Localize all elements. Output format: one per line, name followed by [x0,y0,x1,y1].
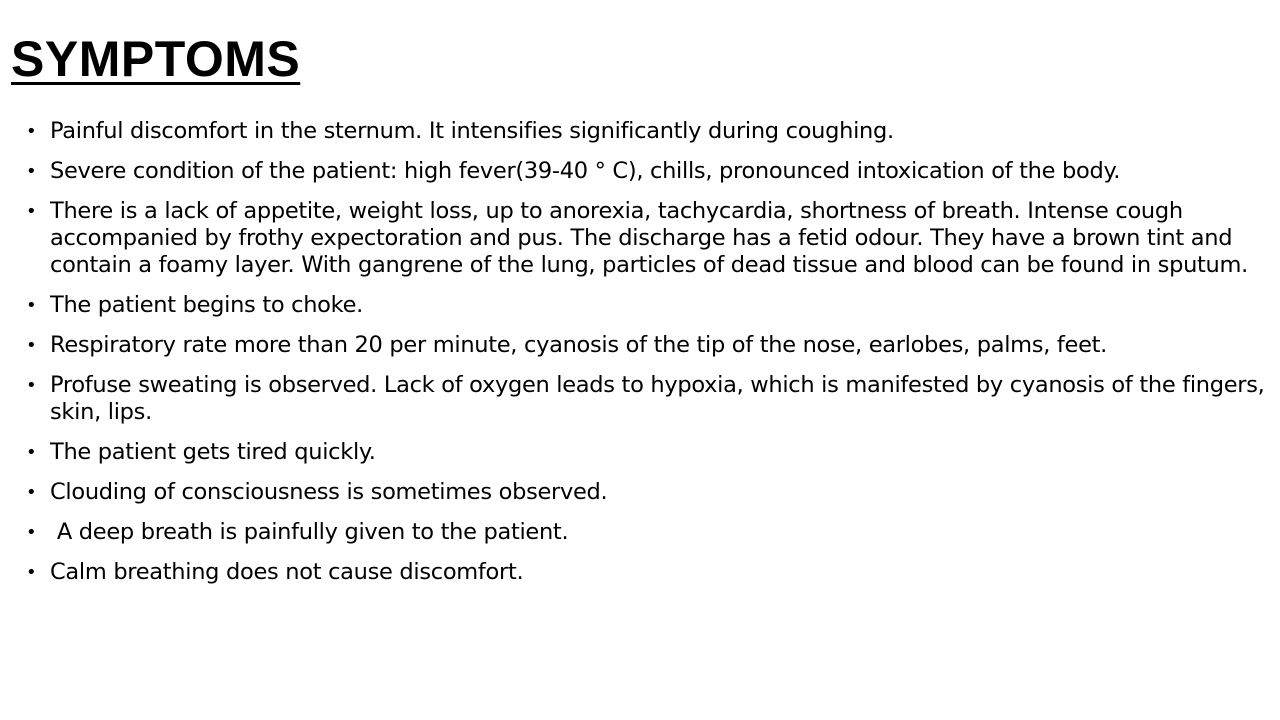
list-item [26,519,1270,546]
list-item-text: Profuse sweating is observed. Lack of oxygen leads to hypoxia, which is manifested by cyanosis of the fingers, skin, lips. [50,372,1265,425]
bullet-icon: • [26,522,37,543]
bullet-icon: • [26,335,37,356]
list-item [26,559,1270,586]
bullet-icon: • [26,562,37,583]
list-item [26,118,1270,145]
bullet-icon: • [26,482,37,503]
list-item-text: Clouding of consciousness is sometimes observed. [50,479,608,505]
list-item [26,198,1270,279]
bullet-icon: • [26,201,37,222]
list-item-text: A deep breath is painfully given to the patient. [50,519,569,545]
list-item-text: Painful discomfort in the sternum. It intensifies significantly during coughing. [50,118,894,144]
bullet-icon: • [26,161,37,182]
list-item-text: Calm breathing does not cause discomfort. [50,559,524,585]
list-item-text: The patient begins to choke. [50,292,363,318]
list-item [26,479,1270,506]
bullet-icon: • [26,121,37,142]
list-item-text: There is a lack of appetite, weight loss, up to anorexia, tachycardia, shortness of breath. Intense cough accompanied by frothy expectoration and pus. The discharge has a fetid odour. They have a brown tint and contain a foamy layer. With gangrene of the lung, particles of dead tissue and blood can be found in sputum. [50,198,1248,278]
list-item-text: The patient gets tired quickly. [50,439,376,465]
list-item-text: Respiratory rate more than 20 per minute, cyanosis of the tip of the nose, earlobes, palms, feet. [50,332,1107,358]
bullet-icon: • [26,295,37,316]
list-item-text: Severe condition of the patient: high fever(39-40 ° C), chills, pronounced intoxication of the body. [50,158,1121,184]
list-item [26,372,1270,426]
bullet-icon: • [26,442,37,463]
bullet-icon: • [26,375,37,396]
list-item [26,292,1270,319]
slide-title: SYMPTOMS [11,31,301,87]
symptom-list [26,118,1270,599]
list-item [26,158,1270,185]
list-item [26,332,1270,359]
list-item [26,439,1270,466]
